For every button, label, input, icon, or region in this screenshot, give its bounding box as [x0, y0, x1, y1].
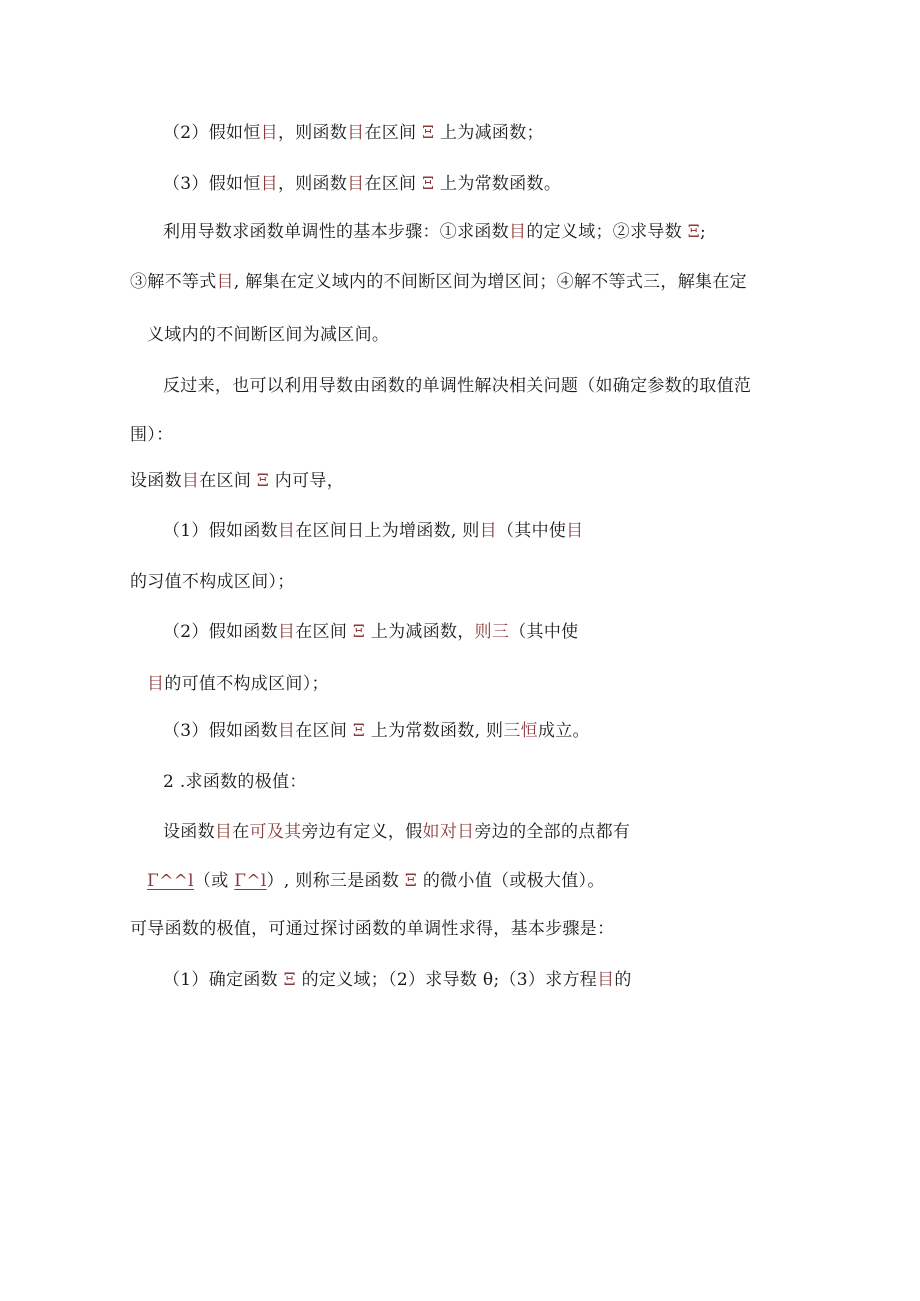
text-line-5: [147, 323, 389, 347]
text-segment: 2 .求函数的极值：: [163, 772, 307, 792]
text-segment: ，则函数: [277, 174, 348, 194]
math-placeholder: 可及其: [249, 822, 302, 842]
math-placeholder: 目: [277, 721, 296, 741]
math-placeholder: 如对: [422, 822, 458, 842]
text-line-8: [130, 469, 344, 493]
text-segment: （2）假如函数: [163, 622, 278, 642]
math-placeholder: 日: [457, 822, 475, 842]
text-segment: （3）假如恒: [163, 174, 261, 194]
text-segment: 设函数: [130, 471, 182, 491]
text-segment: 的可值不构成区间）；: [164, 674, 329, 694]
text-line-7: [130, 423, 173, 447]
math-placeholder: 目: [147, 674, 165, 694]
text-segment: 围）：: [130, 425, 174, 445]
text-segment: 成立。: [537, 721, 590, 741]
math-placeholder: Ξ: [352, 622, 366, 642]
text-line-14: [163, 770, 307, 794]
text-segment: （其中使: [496, 521, 567, 541]
text-segment: 设函数: [163, 822, 215, 842]
math-placeholder: 目: [260, 174, 278, 194]
text-segment: 在区间: [364, 174, 423, 194]
math-placeholder: Ξ: [404, 871, 418, 891]
text-line-9: [163, 519, 583, 543]
text-segment: 在区间: [364, 123, 423, 143]
text-segment: ③解不等式: [130, 272, 217, 292]
math-placeholder: 目: [277, 622, 296, 642]
text-segment: （3）假如函数: [163, 721, 278, 741]
text-segment: 的定义域；（2）求导数 θ;（3）求方程: [295, 970, 598, 990]
text-segment: 的微小值（或极大值）。: [417, 871, 605, 891]
text-line-3: [163, 220, 706, 244]
text-segment: 上为减函数，: [365, 622, 475, 642]
text-line-12: [147, 672, 329, 696]
text-line-13: [163, 719, 590, 743]
math-placeholder: 目: [260, 123, 278, 143]
math-placeholder: 三恒: [503, 721, 538, 741]
text-segment: ）, 则称三是函数: [266, 871, 405, 891]
math-placeholder: Ξ: [352, 721, 366, 741]
text-segment: 利用导数求函数单调性的基本步骤：①求函数: [163, 222, 509, 242]
math-placeholder: Ξ: [283, 970, 296, 990]
text-segment: 上为常数函数, 则: [365, 721, 504, 741]
math-placeholder: 目: [347, 123, 365, 143]
math-placeholder: Ξ: [422, 123, 435, 143]
text-segment: （2）假如恒: [163, 123, 261, 143]
text-line-1: [163, 121, 544, 145]
math-placeholder: 目: [277, 521, 296, 541]
text-segment: 反过来，也可以利用导数由函数的单调性解决相关问题（如确定参数的取值范: [163, 376, 752, 396]
math-placeholder: 目: [479, 521, 497, 541]
text-segment: 可导函数的极值，可通过探讨函数的单调性求得，基本步骤是：: [130, 919, 615, 939]
math-placeholder: 目: [597, 970, 615, 990]
text-segment: 的: [614, 970, 632, 990]
math-placeholder: Ξ: [422, 174, 435, 194]
text-segment: 在区间: [199, 471, 257, 491]
text-segment: 上为减函数；: [434, 123, 544, 143]
text-segment: 上为常数函数。: [434, 174, 562, 194]
math-placeholder: 目: [214, 822, 233, 842]
math-placeholder: 则三: [474, 622, 510, 642]
text-segment: , 解集在定义域内的不间断区间为增区间；④解不等式三，解集在定: [233, 272, 747, 292]
text-segment: 旁边有定义，假: [301, 822, 423, 842]
text-line-17: [130, 917, 614, 941]
math-placeholder: Γ^l: [234, 871, 267, 891]
text-segment: 在: [232, 822, 250, 842]
text-segment: 在区间日上为增函数, 则: [295, 521, 480, 541]
text-line-10: [130, 570, 295, 594]
text-line-2: [163, 172, 561, 196]
text-line-18: [163, 968, 632, 992]
math-placeholder: 目: [216, 272, 234, 292]
math-placeholder: Ξ: [256, 471, 270, 491]
math-placeholder: Ξ: [687, 222, 700, 242]
math-placeholder: 目: [509, 222, 527, 242]
math-placeholder: 目: [181, 471, 200, 491]
text-segment: 的习值不构成区间）；: [130, 572, 295, 592]
text-line-16: [147, 869, 605, 893]
text-line-6: [163, 374, 751, 398]
text-line-4: [130, 270, 747, 294]
text-segment: （1）假如函数: [163, 521, 278, 541]
text-line-15: [163, 820, 630, 844]
math-placeholder: 目: [347, 174, 365, 194]
text-segment: 在区间: [295, 622, 353, 642]
text-segment: （或: [193, 871, 235, 891]
text-segment: ，则函数: [277, 123, 348, 143]
text-segment: 内可导，: [269, 471, 344, 491]
text-segment: 义域内的不间断区间为减区间。: [147, 325, 390, 345]
math-placeholder: 目: [566, 521, 584, 541]
text-segment: ;: [699, 222, 707, 242]
text-segment: （1）确定函数: [163, 970, 284, 990]
text-segment: （其中使: [509, 622, 579, 642]
text-line-11: [163, 620, 578, 644]
text-segment: 在区间: [295, 721, 353, 741]
text-segment: 旁边的全部的点都有: [474, 822, 631, 842]
text-segment: 的定义域；②求导数: [526, 222, 688, 242]
math-placeholder: Γ^^l: [147, 871, 194, 891]
